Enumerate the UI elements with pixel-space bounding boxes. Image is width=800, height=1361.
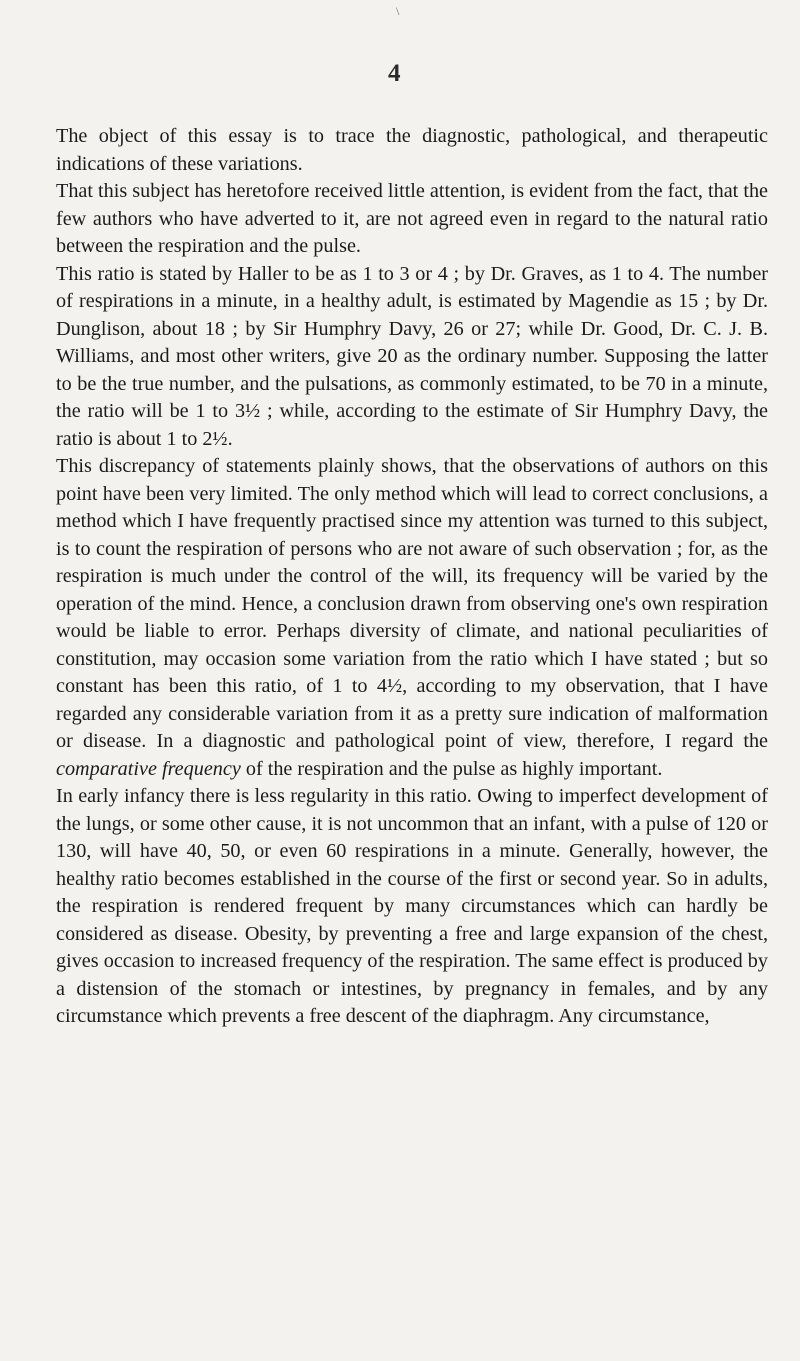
paragraph-1: The object of this essay is to trace the diagnostic, pathological, and therapeutic indications of these variations. bbox=[56, 125, 768, 175]
body-text bbox=[56, 123, 768, 1031]
paragraph-4 bbox=[56, 453, 768, 783]
paragraph-2: That this subject has heretofore received little attention, is evident from the fact, that the few authors who have adverted to it, are not agreed even in regard to the natural ratio between the respiration and the pulse. bbox=[56, 180, 768, 257]
paragraph-4-text: This discrepancy of statements plainly shows, that the observations of authors on this point have been very limited. The only method which will lead to correct conclusions, a method which I have frequently practised since my attention was turned to this subject, is to count the respiration of persons who are not aware of such observation ; for, as the respiration is much under the control of the will, its frequency will be varied by the operation of the mind. Hence, a conclusion drawn from observing one's own respiration would be liable to error. Perhaps diversity of climate, and national peculiarities of constitution, may occasion some variation from the ratio which I have stated ; but so constant has been this ratio, of 1 to 4½, according to my observation, that I have regarded any considerable variation from it as a pretty sure indication of malformation or disease. In a diagnostic and pathological point of view, therefore, I regard the bbox=[56, 455, 768, 752]
page-number: 4 bbox=[388, 60, 401, 87]
paragraph-3: This ratio is stated by Haller to be as 1 to 3 or 4 ; by Dr. Graves, as 1 to 4. The number of respirations in a minute, in a healthy adult, is estimated by Magendie as 15 ; by Dr. Dunglison, about 18 ; by Sir Humphry Davy, 26 or 27; while Dr. Good, Dr. C. J. B. Williams, and most other writers, give 20 as the ordinary number. Supposing the latter to be the true number, and the pulsations, as commonly estimated, to be 70 in a minute, the ratio will be 1 to 3½ ; while, according to the estimate of Sir Humphry Davy, the ratio is about 1 to 2½. bbox=[56, 262, 768, 450]
emphasis-comparative-frequency: comparative frequency bbox=[56, 757, 241, 780]
page-corner-mark: \ bbox=[396, 4, 400, 18]
paragraph-4-after: of the respiration and the pulse as highly important. bbox=[240, 757, 663, 780]
paragraph-5: In early infancy there is less regularity in this ratio. Owing to imperfect development of the lungs, or some other cause, it is not uncommon that an infant, with a pulse of 120 or 130, will have 40, 50, or even 60 respirations in a minute. Generally, however, the healthy ratio becomes established in the course of the first or second year. So in adults, the respiration is rendered frequent by many circumstances which can hardly be considered as disease. Obesity, by preventing a free and large expansion of the chest, gives occasion to increased frequency of the respiration. The same effect is produced by a distension of the stomach or intestines, by pregnancy in females, and by any circumstance which prevents a free descent of the diaphragm. Any circumstance, bbox=[56, 785, 768, 1027]
